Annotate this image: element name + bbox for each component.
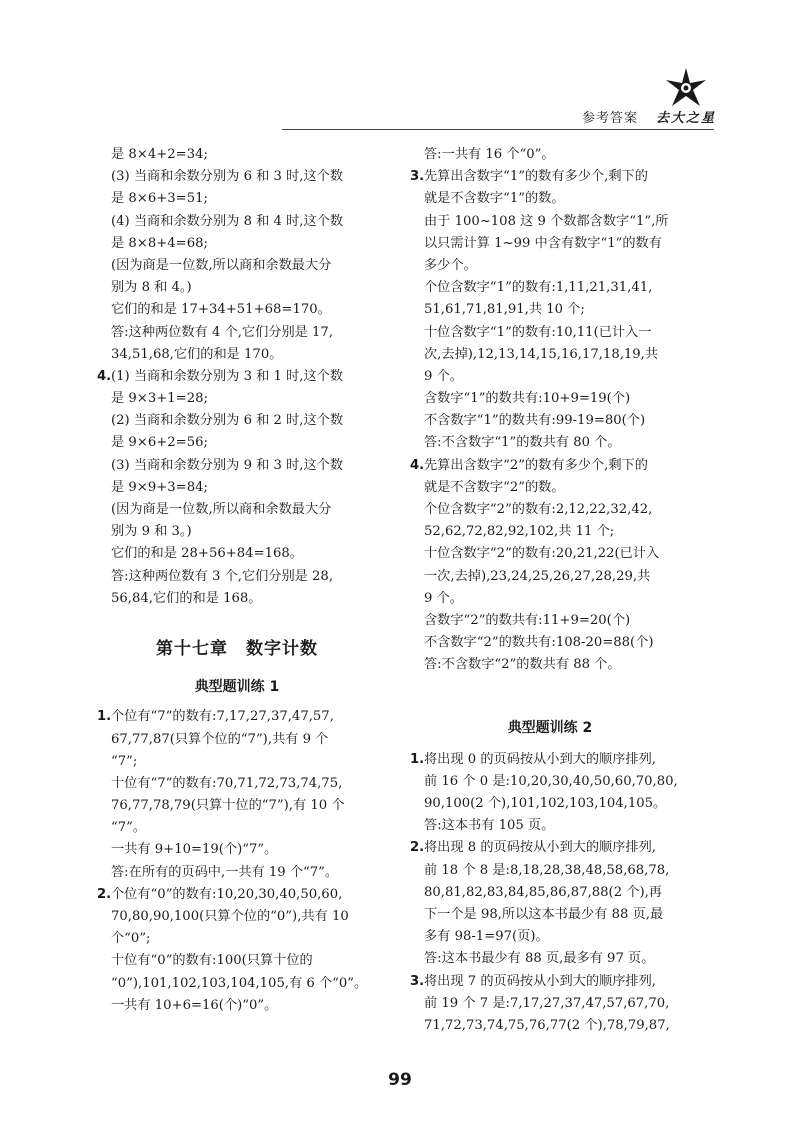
line-text: 十位含数字“1”的数有:10,11(已计入一 — [424, 324, 652, 340]
line-text: 前 18 个 8 是:8,18,28,38,48,58,68,78, — [424, 862, 670, 878]
text-line — [410, 610, 690, 632]
line-text: 80,81,82,83,84,85,86,87,88(2 个),再 — [424, 884, 662, 900]
line-text: 别为 9 和 3。) — [111, 524, 192, 540]
text-line — [97, 521, 377, 543]
line-text: 它们的和是 28+56+84=168。 — [111, 546, 303, 562]
line-text: 先算出含数字“2”的数有多少个,剩下的 — [424, 457, 648, 473]
line-text: 别为 8 和 4。) — [111, 280, 192, 296]
text-line — [410, 388, 690, 410]
text-line — [97, 188, 377, 210]
line-text: 下一个是 98,所以这本书最少有 88 页,最 — [424, 907, 664, 923]
text-line — [410, 344, 690, 366]
text-line — [410, 654, 690, 676]
text-line — [410, 432, 690, 454]
line-text: 个位含数字“2”的数有:2,12,22,32,42, — [424, 502, 653, 517]
section-title-2: 典型题训练 2 — [507, 719, 593, 736]
text-line — [410, 233, 690, 255]
text-line — [410, 971, 690, 993]
item-number: 3. — [410, 973, 425, 989]
line-text: 76,77,78,79(只算十位的“7”),有 10 个 — [111, 798, 345, 814]
text-line — [410, 499, 690, 521]
line-text: 个位有“0”的数有:10,20,30,40,50,60, — [111, 886, 343, 902]
line-text: 前 19 个 7 是:7,17,27,37,47,57,67,70, — [424, 995, 670, 1011]
line-text: 以只需计算 1~99 中含有数字“1”的数有 — [424, 235, 662, 251]
line-text: 答:这本书有 105 页。 — [424, 818, 555, 834]
star-logo-icon — [662, 66, 710, 110]
text-line — [97, 144, 377, 166]
line-text: “7”; — [111, 753, 138, 769]
text-line — [410, 521, 690, 543]
text-line — [410, 255, 690, 277]
text-line — [410, 948, 690, 970]
text-line — [410, 277, 690, 299]
text-line — [410, 455, 690, 477]
line-text: 十位含数字“2”的数有:20,21,22(已计入 — [424, 546, 660, 562]
line-text: 一共有 10+6=16(个)“0”。 — [111, 997, 278, 1013]
text-line — [410, 632, 690, 654]
text-line — [410, 477, 690, 499]
line-text: 答:不含数字“2”的数共有 88 个。 — [424, 657, 621, 673]
line-text: 含数字“2”的数共有:11+9=20(个) — [424, 612, 631, 628]
text-line — [410, 166, 690, 188]
line-text: 它们的和是 17+34+51+68=170。 — [111, 302, 331, 318]
line-text: (3) 当商和余数分别为 9 和 3 时,这个数 — [111, 457, 344, 473]
text-line — [97, 862, 377, 884]
text-line — [410, 366, 690, 388]
text-line — [410, 860, 690, 882]
line-text: 多少个。 — [424, 257, 477, 273]
text-line — [97, 299, 377, 321]
text-line — [97, 973, 377, 995]
text-line — [97, 543, 377, 565]
line-text: 是 9×6+2=56; — [111, 435, 208, 451]
line-text: 51,61,71,81,91,共 10 个; — [424, 302, 585, 318]
text-line — [97, 388, 377, 410]
item-number: 4. — [97, 368, 112, 384]
text-line — [410, 926, 690, 948]
text-line — [410, 904, 690, 926]
text-line — [410, 188, 690, 210]
text-line — [97, 928, 377, 950]
line-text: 是 8×8+4=68; — [111, 235, 208, 251]
text-line — [97, 839, 377, 861]
line-text: 不含数字“1”的数共有:99-19=80(个) — [424, 413, 646, 429]
line-text: 将出现 8 的页码按从小到大的顺序排列, — [424, 840, 656, 856]
line-text: 9 个。 — [424, 590, 463, 606]
line-text: (因为商是一位数,所以商和余数最大分 — [111, 502, 332, 517]
text-line — [97, 277, 377, 299]
text-line — [97, 166, 377, 188]
line-text: 是 9×9+3=84; — [111, 479, 208, 495]
line-text: 答:在所有的页码中,一共有 19 个“7”。 — [111, 864, 339, 880]
text-line — [410, 566, 690, 588]
line-text: “0”),101,102,103,104,105,有 6 个“0”。 — [111, 975, 368, 991]
line-text: 先算出含数字“1”的数有多少个,剩下的 — [424, 169, 648, 185]
line-text: 就是不含数字“1”的数。 — [424, 191, 565, 207]
text-line — [97, 751, 377, 773]
line-text: 个位有“7”的数有:7,17,27,37,47,57, — [111, 709, 334, 725]
line-text: 答:这种两位数有 4 个,它们分别是 17, — [111, 324, 334, 340]
right-column-part-1 — [410, 144, 690, 677]
text-line — [97, 588, 377, 610]
text-line — [97, 477, 377, 499]
line-text: (因为商是一位数,所以商和余数最大分 — [111, 257, 332, 273]
line-text: (2) 当商和余数分别为 6 和 2 时,这个数 — [111, 413, 344, 429]
line-text: 一共有 9+10=19(个)“7”。 — [111, 842, 278, 858]
text-line — [410, 993, 690, 1015]
item-number: 4. — [410, 457, 425, 473]
section-title-1: 典型题训练 1 — [194, 679, 280, 696]
text-line — [410, 144, 690, 166]
left-column-part-1 — [97, 144, 377, 610]
header-rule — [282, 129, 714, 130]
chapter-title: 第十七章 数字计数 — [156, 638, 318, 659]
text-line — [410, 1015, 690, 1037]
line-text: 次,去掉),12,13,14,15,16,17,18,19,共 — [424, 346, 659, 362]
header-label: 参考答案 — [582, 111, 639, 126]
line-text: 一次,去掉),23,24,25,26,27,28,29,共 — [424, 568, 651, 584]
line-text: 是 8×4+2=34; — [111, 147, 208, 162]
text-line — [410, 815, 690, 837]
text-line — [97, 211, 377, 233]
line-text: (4) 当商和余数分别为 8 和 4 时,这个数 — [111, 213, 344, 229]
line-text: 多有 98-1=97(页)。 — [424, 929, 549, 945]
item-number: 2. — [97, 886, 112, 902]
text-line — [97, 233, 377, 255]
text-line — [97, 322, 377, 344]
line-text: 56,84,它们的和是 168。 — [111, 590, 262, 606]
item-number: 3. — [410, 169, 425, 185]
text-line — [97, 366, 377, 388]
right-column-part-2 — [410, 749, 690, 1037]
text-line — [97, 773, 377, 795]
line-text: 34,51,68,它们的和是 170。 — [111, 346, 283, 362]
line-text: 答:这本书最少有 88 页,最多有 97 页。 — [424, 951, 655, 967]
line-text: 个位含数字“1”的数有:1,11,21,31,41, — [424, 280, 653, 296]
text-line — [410, 410, 690, 432]
line-text: 是 8×6+3=51; — [111, 191, 208, 207]
line-text: “7”。 — [111, 820, 147, 836]
line-text: (1) 当商和余数分别为 3 和 1 时,这个数 — [111, 368, 344, 384]
line-text: 十位有“7”的数有:70,71,72,73,74,75, — [111, 775, 343, 791]
line-text: 答:一共有 16 个“0”。 — [424, 147, 555, 162]
line-text: 是 9×3+1=28; — [111, 391, 208, 407]
page-header — [0, 0, 800, 135]
text-line — [97, 344, 377, 366]
text-line — [410, 322, 690, 344]
right-column — [410, 144, 690, 1037]
line-text: 含数字“1”的数共有:10+9=19(个) — [424, 391, 631, 407]
text-line — [410, 837, 690, 859]
text-line — [97, 950, 377, 972]
text-line — [97, 410, 377, 432]
line-text: 前 16 个 0 是:10,20,30,40,50,60,70,80, — [424, 773, 678, 789]
text-line — [97, 884, 377, 906]
text-line — [97, 817, 377, 839]
line-text: 答:不含数字“1”的数共有 80 个。 — [424, 435, 621, 451]
text-line — [97, 995, 377, 1017]
item-number: 1. — [97, 709, 112, 725]
text-line — [97, 432, 377, 454]
line-text: 答:这种两位数有 3 个,它们分别是 28, — [111, 568, 334, 584]
line-text: (3) 当商和余数分别为 6 和 3 时,这个数 — [111, 169, 344, 185]
line-text: 将出现 7 的页码按从小到大的顺序排列, — [424, 973, 656, 989]
text-line — [410, 771, 690, 793]
text-line — [97, 795, 377, 817]
line-text: 将出现 0 的页码按从小到大的顺序排列, — [424, 751, 656, 767]
line-text: 就是不含数字“2”的数。 — [424, 479, 565, 495]
line-text: 90,100(2 个),101,102,103,104,105。 — [424, 796, 667, 812]
line-text: 71,72,73,74,75,76,77(2 个),78,79,87, — [424, 1017, 670, 1033]
left-column-part-2 — [97, 706, 377, 1017]
text-line — [410, 299, 690, 321]
text-line — [97, 455, 377, 477]
text-line — [410, 749, 690, 771]
item-number: 2. — [410, 840, 425, 856]
text-line — [410, 543, 690, 565]
line-text: 个“0”; — [111, 931, 151, 947]
text-line — [410, 588, 690, 610]
line-text: 70,80,90,100(只算个位的“0”),共有 10 — [111, 909, 349, 925]
text-line — [97, 729, 377, 751]
text-line — [97, 255, 377, 277]
text-line — [97, 906, 377, 928]
item-number: 1. — [410, 751, 425, 767]
text-line — [410, 211, 690, 233]
line-text: 67,77,87(只算个位的“7”),共有 9 个 — [111, 731, 329, 747]
text-line — [410, 882, 690, 904]
text-line — [97, 566, 377, 588]
line-text: 52,62,72,82,92,102,共 11 个; — [424, 524, 615, 540]
text-line — [410, 793, 690, 815]
left-column — [97, 144, 377, 1017]
text-line — [97, 499, 377, 521]
page-number: 99 — [388, 1070, 412, 1090]
header-brand: 去大之星 — [656, 111, 717, 126]
line-text: 由于 100~108 这 9 个数都含数字“1”,所 — [424, 213, 669, 229]
line-text: 不含数字“2”的数共有:108-20=88(个) — [424, 635, 654, 651]
line-text: 9 个。 — [424, 368, 463, 384]
line-text: 十位有“0”的数有:100(只算十位的 — [111, 953, 313, 969]
text-line — [97, 706, 377, 728]
